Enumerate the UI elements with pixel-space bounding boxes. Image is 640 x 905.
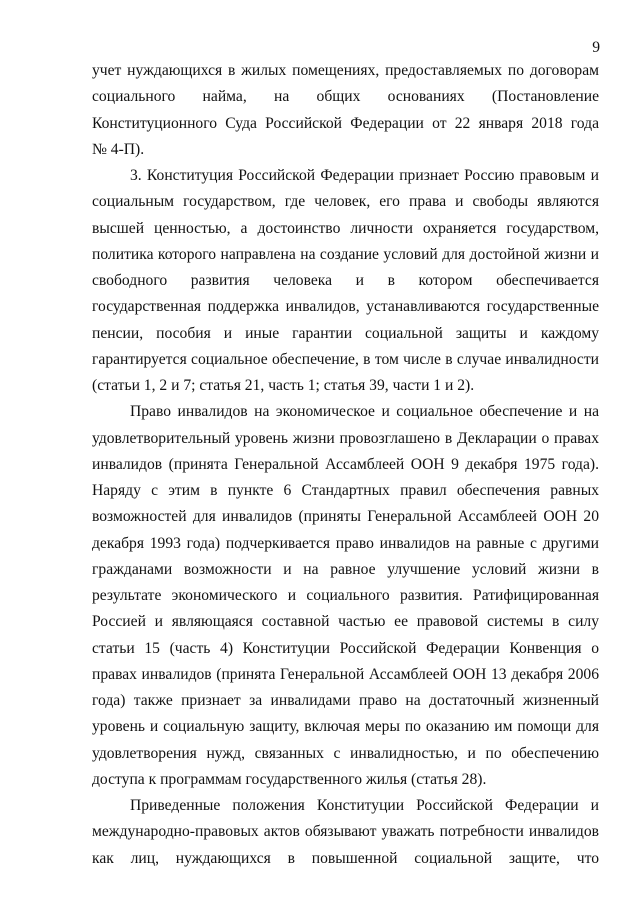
text-line: политика которого направлена на создание условий для достойной жизни и: [92, 245, 599, 263]
text-line: социального найма, на общих основаниях (Постановление: [92, 88, 599, 106]
text-line: уровень и социальную защиту, включая меры по оказанию им помощи для: [92, 718, 599, 736]
text-line: высшей ценностью, а достоинство личности охраняется государством,: [92, 219, 599, 237]
text-line: социальным государством, где человек, его права и свободы являются: [92, 193, 599, 211]
text-line: удовлетворения нужд, связанных с инвалидностью, и по обеспечению: [92, 744, 599, 762]
document-body: [92, 58, 599, 872]
text-line: пенсии, пособия и иные гарантии социальной защиты и каждому: [92, 324, 599, 342]
text-line: Право инвалидов на экономическое и социальное обеспечение и на: [130, 403, 599, 421]
text-line: свободного развития человека и в котором обеспечивается: [92, 272, 599, 289]
text-line: международно-правовых актов обязывают уважать потребности инвалидов: [92, 823, 599, 841]
text-line: Приведенные положения Конституции Российской Федерации и: [130, 797, 599, 814]
text-line: результате экономического и социального развития. Ратифицированная: [92, 587, 599, 604]
page-number: 9: [592, 39, 600, 56]
text-line: Наряду с этим в пункте 6 Стандартных правил обеспечения равных: [92, 482, 599, 499]
text-line: инвалидов (принята Генеральной Ассамблеей ООН 9 декабря 1975 года).: [92, 455, 599, 473]
text-line: государственная поддержка инвалидов, устанавливаются государственные: [92, 298, 599, 316]
text-line: доступа к программам государственного жилья (статья 28).: [92, 770, 487, 788]
text-line: декабря 1993 года) подчеркивается право инвалидов на равные с другими: [92, 534, 599, 552]
text-line: правах инвалидов (принята Генеральной Ассамблеей ООН 13 декабря 2006: [92, 665, 599, 683]
text-line: Конституционного Суда Российской Федерации от 22 января 2018 года: [92, 114, 599, 132]
text-line: Россией и являющаяся составной частью ее правовой системы в силу: [92, 613, 599, 631]
text-line: возможностей для инвалидов (приняты Генеральной Ассамблеей ООН 20: [92, 508, 599, 526]
text-line: гарантируется социальное обеспечение, в том числе в случае инвалидности: [92, 350, 599, 368]
text-line: как лиц, нуждающихся в повышенной социальной защите, что: [92, 849, 599, 867]
text-line: удовлетворительный уровень жизни провозглашено в Декларации о правах: [92, 429, 599, 447]
text-line: (статьи 1, 2 и 7; статья 21, часть 1; статья 39, части 1 и 2).: [92, 377, 475, 394]
text-line: учет нуждающихся в жилых помещениях, предоставляемых по договорам: [92, 62, 599, 79]
text-line: года) также признает за инвалидами право на достаточный жизненный: [92, 692, 599, 709]
text-line: гражданами возможности и на равное улучшение условий жизни в: [92, 560, 599, 578]
text-line: 3. Конституция Российской Федерации признает Россию правовым и: [130, 167, 599, 184]
text-line: № 4-П).: [92, 140, 145, 158]
text-line: статьи 15 (часть 4) Конституции Российской Федерации Конвенция о: [92, 639, 599, 657]
